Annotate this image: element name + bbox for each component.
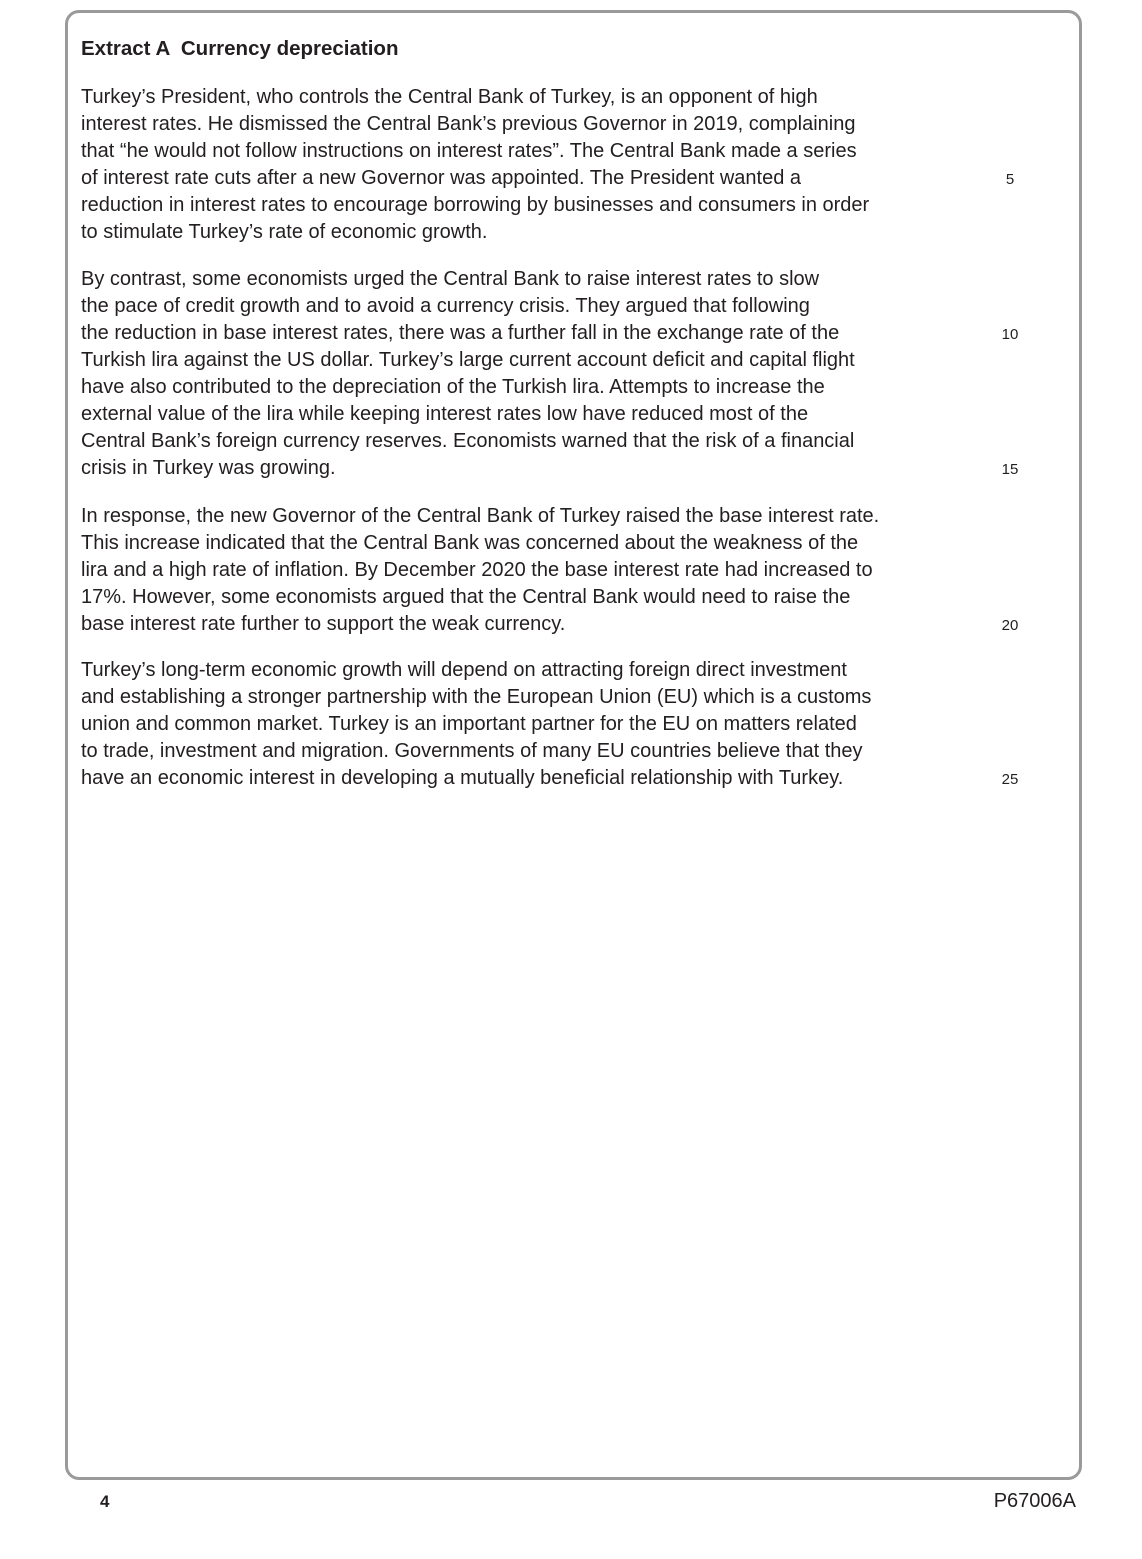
text-line: [81, 738, 1081, 765]
text-line: [81, 428, 1081, 455]
line-text: Turkey’s President, who controls the Central Bank of Turkey, is an opponent of high: [81, 86, 818, 108]
paragraph: [81, 84, 1081, 246]
line-text: lira and a high rate of inflation. By December 2020 the base interest rate had increased to: [81, 559, 873, 581]
text-line: [81, 401, 1081, 428]
paragraph: [81, 503, 1081, 638]
text-line: [81, 584, 1081, 611]
text-line: [81, 684, 1081, 711]
text-line: [81, 84, 1081, 111]
text-line: [81, 503, 1081, 530]
line-number: 5: [1005, 171, 1015, 188]
text-line: [81, 765, 1081, 792]
text-line: [81, 347, 1081, 374]
line-text: have also contributed to the depreciation of the Turkish lira. Attempts to increase the: [81, 376, 825, 398]
page-number: 4: [100, 1492, 110, 1511]
line-number: 15: [1001, 461, 1019, 478]
line-text: By contrast, some economists urged the Central Bank to raise interest rates to slow: [81, 268, 820, 290]
line-text: union and common market. Turkey is an important partner for the EU on matters related: [81, 713, 857, 735]
text-line: [81, 455, 1081, 482]
line-text: interest rates. He dismissed the Central Bank’s previous Governor in 2019, complaining: [81, 113, 856, 135]
extract-title: Extract A Currency depreciation: [81, 37, 399, 60]
text-line: [81, 219, 1081, 246]
line-number: 10: [1001, 326, 1019, 343]
paragraph: [81, 657, 1081, 792]
text-line: [81, 165, 1081, 192]
text-line: [81, 530, 1081, 557]
line-text: In response, the new Governor of the Central Bank of Turkey raised the base interest rate.: [81, 505, 880, 527]
line-text: Turkey’s long-term economic growth will depend on attracting foreign direct investment: [81, 659, 847, 681]
line-text: 17%. However, some economists argued that the Central Bank would need to raise the: [81, 586, 851, 608]
text-line: [81, 320, 1081, 347]
line-text: crisis in Turkey was growing.: [81, 457, 336, 479]
line-text: external value of the lira while keeping interest rates low have reduced most of the: [81, 403, 809, 425]
line-text: to trade, investment and migration. Governments of many EU countries believe that they: [81, 740, 863, 762]
paragraph: [81, 266, 1081, 482]
line-text: to stimulate Turkey’s rate of economic growth.: [81, 221, 488, 243]
line-number: 20: [1001, 617, 1019, 634]
line-text: base interest rate further to support the weak currency.: [81, 613, 566, 635]
text-line: [81, 557, 1081, 584]
text-line: [81, 657, 1081, 684]
text-line: [81, 293, 1081, 320]
text-line: [81, 111, 1081, 138]
text-line: [81, 374, 1081, 401]
text-line: [81, 711, 1081, 738]
line-text: and establishing a stronger partnership with the European Union (EU) which is a customs: [81, 686, 872, 708]
text-line: [81, 611, 1081, 638]
line-text: the reduction in base interest rates, there was a further fall in the exchange rate of the: [81, 322, 840, 344]
paper-code: P67006A: [993, 1490, 1076, 1512]
line-text: Central Bank’s foreign currency reserves. Economists warned that the risk of a financial: [81, 430, 855, 452]
line-text: This increase indicated that the Central Bank was concerned about the weakness of the: [81, 532, 859, 554]
line-text: of interest rate cuts after a new Governor was appointed. The President wanted a: [81, 167, 802, 189]
text-line: [81, 138, 1081, 165]
text-line: [81, 266, 1081, 293]
line-text: Turkish lira against the US dollar. Turkey’s large current account deficit and capital flight: [81, 349, 855, 371]
line-text: have an economic interest in developing a mutually beneficial relationship with Turkey.: [81, 767, 844, 789]
line-text: reduction in interest rates to encourage borrowing by businesses and consumers in order: [81, 194, 870, 216]
text-line: [81, 192, 1081, 219]
line-number: 25: [1001, 771, 1019, 788]
line-text: the pace of credit growth and to avoid a currency crisis. They argued that following: [81, 295, 810, 317]
line-text: that “he would not follow instructions on interest rates”. The Central Bank made a series: [81, 140, 857, 162]
